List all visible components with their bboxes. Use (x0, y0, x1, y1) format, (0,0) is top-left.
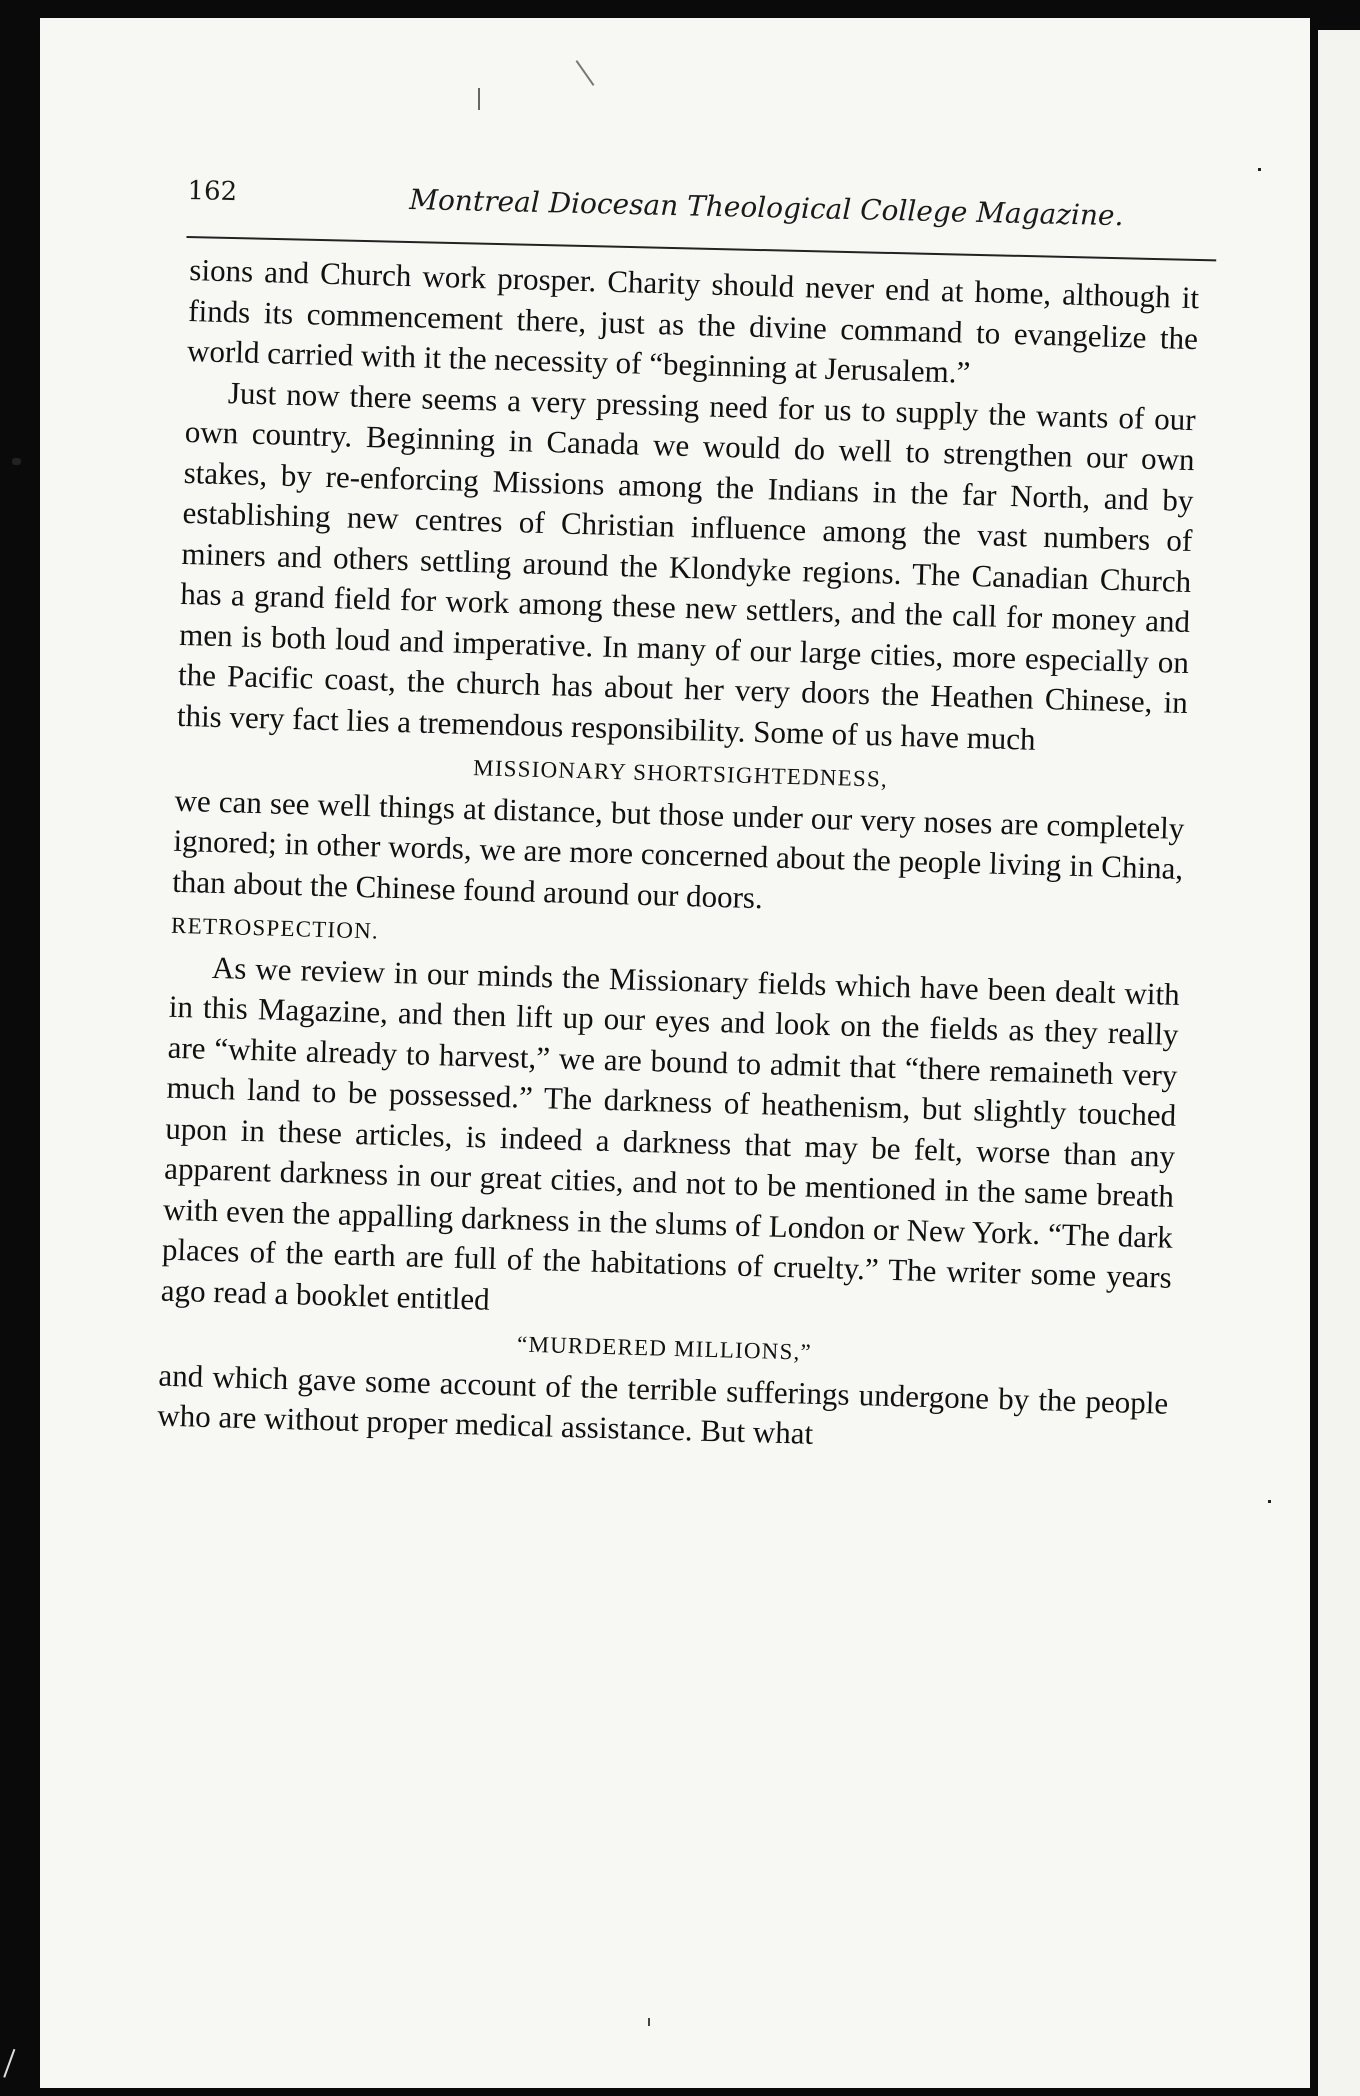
scan-speck (478, 88, 480, 110)
paragraph-canada-needs: Just now there seems a very pressing need for us to supply the wants of our own country. Beginning in Canada we would do well to strengthen our own stakes, by re-enforcing Missions among the Indians in the far North, and by establishing new centres of Christian influence among the vast numbers of miners and others settling around the Klondyke regions. The Canadian Church has a grand field for work among these new settlers, and the call for money and men is both loud and imperative. In many of our large cities, more especially on the Pacific coast, the church has about her very doors the Heathen Chinese, in this very fact lies a tremendous responsibility. Some of us have much (176, 374, 1197, 757)
paragraph-shortsightedness: we can see well things at distance, but those under our very noses are completely ignored; in other words, we are more concerned about the people living in China, than about the Chinese found around our doors. (171, 782, 1185, 915)
scan-edge-mark (3, 2049, 25, 2081)
scan-speck (1258, 168, 1261, 171)
article-body (157, 250, 1200, 1464)
facing-page-edge (1318, 30, 1360, 2096)
subheading-retrospection: RETROSPECTION. (170, 912, 380, 944)
scan-speck (1268, 1500, 1271, 1503)
subheading-shortsightedness: MISSIONARY SHORTSIGHTEDNESS, (472, 755, 889, 792)
page-number: 162 (187, 175, 238, 208)
paragraph-medical-assistance: and which gave some account of the terrible sufferings undergone by the people who are without proper medical assistance. But what (156, 1357, 1169, 1451)
paragraph-continuation: sions and Church work prosper. Charity should never end at home, although it finds its commencement there, just as the divine command to evangelize the world carried with it the necessity of “beginning at Jerusalem.” (186, 251, 1200, 390)
running-title: Montreal Diocesan Theological College Magazine. (409, 183, 1124, 233)
subheading-murdered-millions: “MURDERED MILLIONS,” (516, 1331, 813, 1365)
paragraph-retrospection: As we review in our minds the Missionary fields which have been dealt with in this Magazine, and then lift up our eyes and look on the fields as they really are “white already to harvest,” we are bound to admit that “there remaineth very much land to be possessed.” The darkness of heathenism, but slightly touched upon in these articles, is indeed a darkness that may be felt, worse than any apparent darkness in our great cities, and not to be mentioned in the same breath with even the appalling darkness in the slums of London or New York. “The dark places of the earth are full of the habitations of cruelty.” The writer some years ago read a booklet entitled (160, 949, 1181, 1317)
scan-speck (12, 458, 21, 465)
scan-speck (648, 2018, 650, 2026)
